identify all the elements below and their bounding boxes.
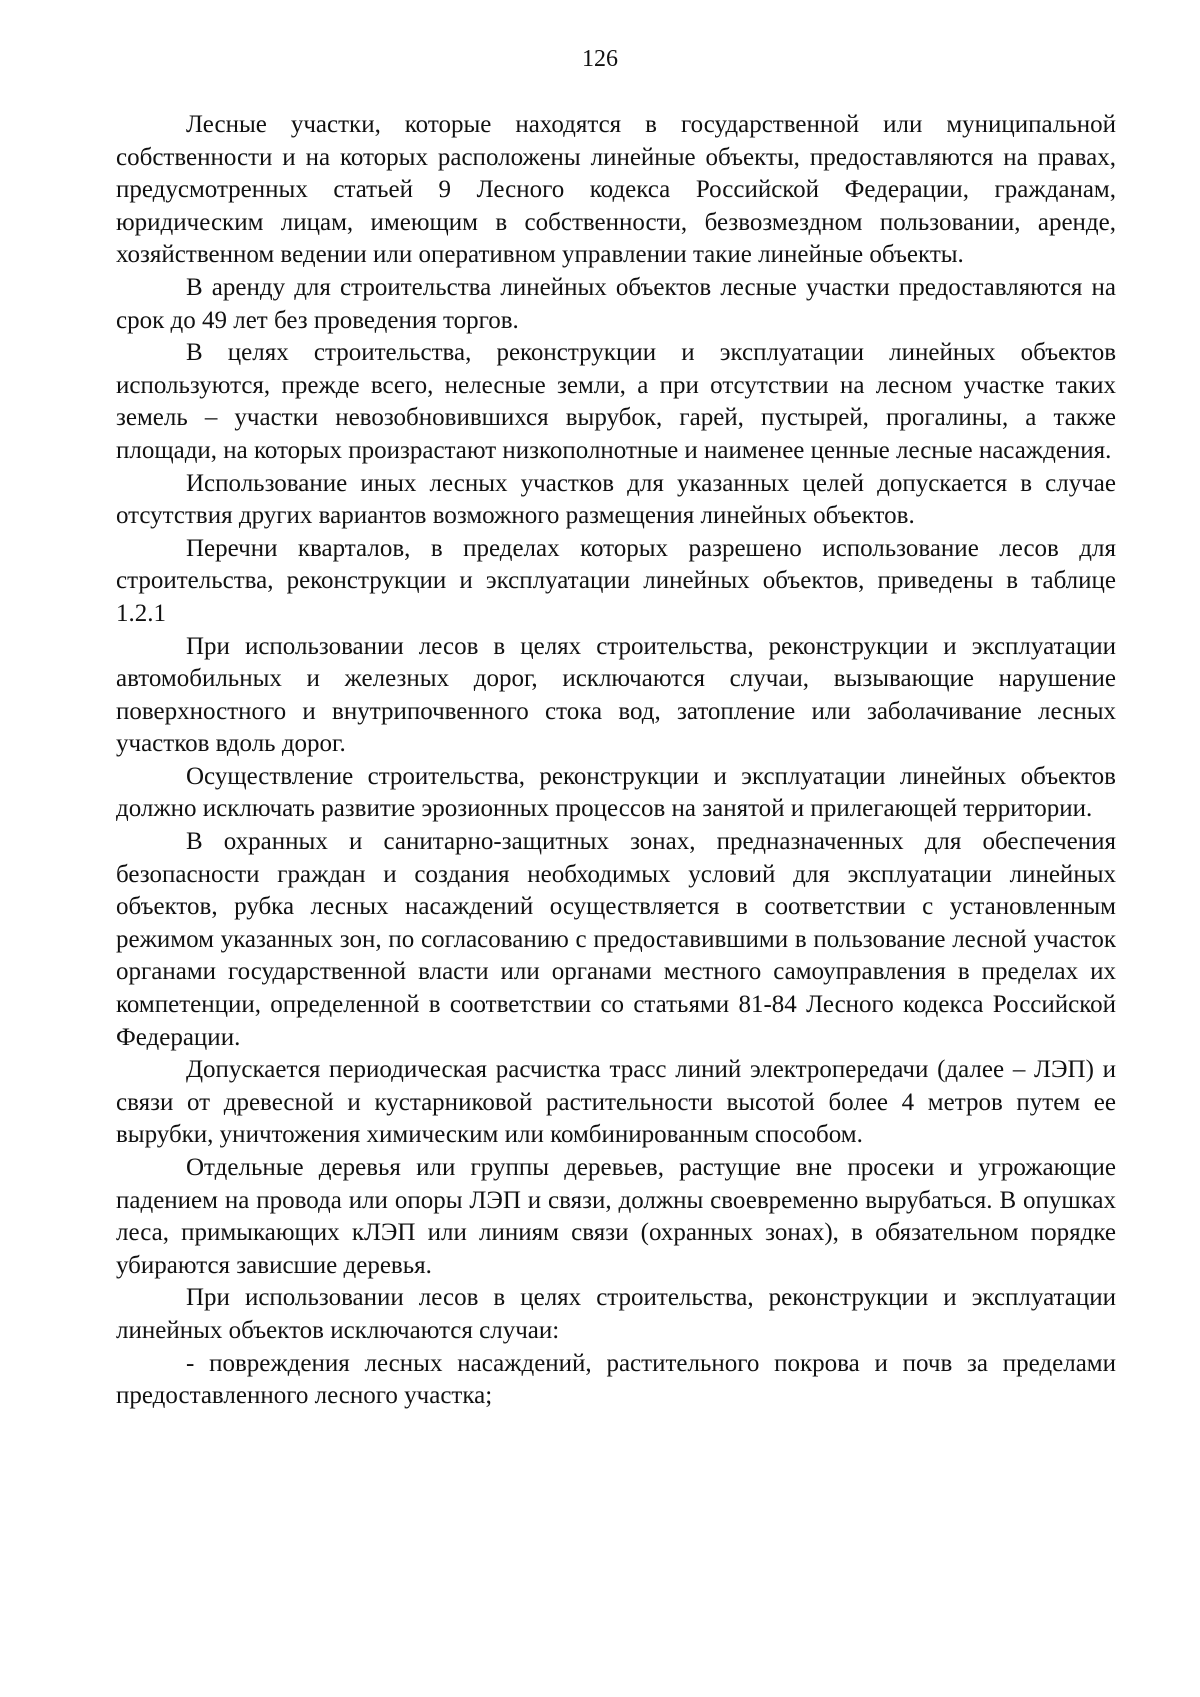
- paragraph-roads: При использовании лесов в целях строительства, реконструкции и эксплуатации автомобильных и железных дорог, исключаются случаи, вызывающие нарушение поверхностного и внутрипочвенного стока вод, затопление или заболачивание лесных участков вдоль дорог.: [116, 632, 1116, 758]
- page-number: 126: [582, 46, 618, 72]
- document-body: [116, 109, 1116, 1413]
- paragraph-hazard-trees: Отдельные деревья или группы деревьев, растущие вне просеки и угрожающие падением на провода или опоры ЛЭП и связи, должны своевременно вырубаться. В опушках леса, примыкающих кЛЭП или линиям связи (охранных зонах), в обязательном порядке убираются зависшие деревья.: [116, 1154, 1116, 1279]
- paragraph-non-forest-land: В целях строительства, реконструкции и эксплуатации линейных объектов используются, прежде всего, нелесные земли, а при отсутствии на лесном участке таких земель – участки невозобновившихся вырубок, гарей, пустырей, прогалины, а также площади, на которых произрастают низкополнотные и наименее ценные лесные насаждения.: [116, 339, 1116, 464]
- paragraph-lease-term: В аренду для строительства линейных объектов лесные участки предоставляются на срок до 49 лет без проведения торгов.: [116, 273, 1116, 334]
- paragraph-other-plots: Использование иных лесных участков для указанных целей допускается в случае отсутствия других вариантов возможного размещения линейных объектов.: [116, 469, 1116, 530]
- list-item-damage: - повреждения лесных насаждений, растительного покрова и почв за пределами предоставленного лесного участка;: [116, 1349, 1116, 1410]
- paragraph-quarters-list: Перечни кварталов, в пределах которых разрешено использование лесов для строительства, реконструкции и эксплуатации линейных объектов, приведены в таблице 1.2.1: [116, 534, 1116, 627]
- paragraph-protection-zones: В охранных и санитарно-защитных зонах, предназначенных для обеспечения безопасности граждан и создания необходимых условий для эксплуатации линейных объектов, рубка лесных насаждений осуществляется в соответствии с установленным режимом указанных зон, по согласованию с предоставившими в пользование лесной участок органами государственной власти или органами местного самоуправления в пределах их компетенции, определенной в соответствии со статьями 81-84 Лесного кодекса Российской Федерации.: [116, 828, 1116, 1051]
- paragraph-land-plots: Лесные участки, которые находятся в государственной или муниципальной собственности и на которых расположены линейные объекты, предоставляются на правах, предусмотренных статьей 9 Лесного кодекса Российской Федерации, гражданам, юридическим лицам, имеющим в собственности, безвозмездном пользовании, аренде, хозяйственном ведении или оперативном управлении такие линейные объекты.: [116, 111, 1116, 269]
- paragraph-power-lines-clearing: Допускается периодическая расчистка трасс линий электропередачи (далее – ЛЭП) и связи от древесной и кустарниковой растительности высотой более 4 метров путем ее вырубки, уничтожения химическим или комбинированным способом.: [116, 1056, 1116, 1149]
- paragraph-erosion: Осуществление строительства, реконструкции и эксплуатации линейных объектов должно исключать развитие эрозионных процессов на занятой и прилегающей территории.: [116, 762, 1116, 823]
- paragraph-excluded-cases: При использовании лесов в целях строительства, реконструкции и эксплуатации линейных объектов исключаются случаи:: [116, 1284, 1116, 1344]
